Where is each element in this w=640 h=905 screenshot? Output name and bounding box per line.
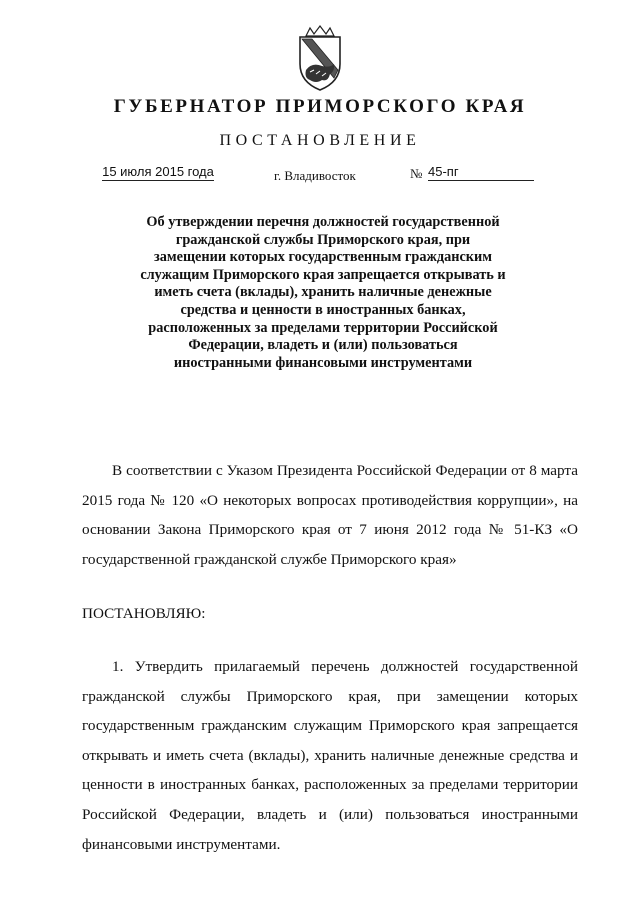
document-date: 15 июля 2015 года bbox=[102, 164, 214, 179]
number-sign: № bbox=[410, 166, 423, 181]
document-city: г. Владивосток bbox=[274, 168, 356, 183]
document-number: 45-пг bbox=[428, 164, 534, 181]
preamble-paragraph: В соответствии с Указом Президента Российской Федерации от 8 марта 2015 года № 120 «О некоторых вопросах противодействия коррупции», на основании Закона Приморского края от 7 июня 2012 года № 51-КЗ «О государственной гражданской службе Приморского края» bbox=[82, 462, 578, 568]
coat-of-arms-icon bbox=[288, 24, 352, 94]
item-1-paragraph: 1. Утвердить прилагаемый перечень должностей государственной гражданской службы Приморского края, при замещении которых государственным гражданским служащим Приморского края запрещается открывать и иметь счета (вклады), хранить наличные денежные средства и ценности в иностранных банках, расположенных за пределами территории Российской Федерации, владеть и (или) пользоваться иностранными финансовыми инструментами. bbox=[82, 658, 578, 853]
document-subject: Об утверждении перечня должностей государственной гражданской службы Приморского края, при замещении которых государственным гражданским служащим Приморского края запрещается открывать и иметь счета (вклады), хранить наличные денежные средства и ценности в иностранных банках, расположенных за пределами территории Российской Федерации, владеть и (или) пользоваться иностранными финансовыми инструментами bbox=[140, 214, 506, 371]
document-type: ПОСТАНОВЛЕНИЕ bbox=[219, 132, 421, 149]
decree-word: ПОСТАНОВЛЯЮ: bbox=[82, 605, 206, 622]
authority-title: ГУБЕРНАТОР ПРИМОРСКОГО КРАЯ bbox=[113, 96, 527, 117]
